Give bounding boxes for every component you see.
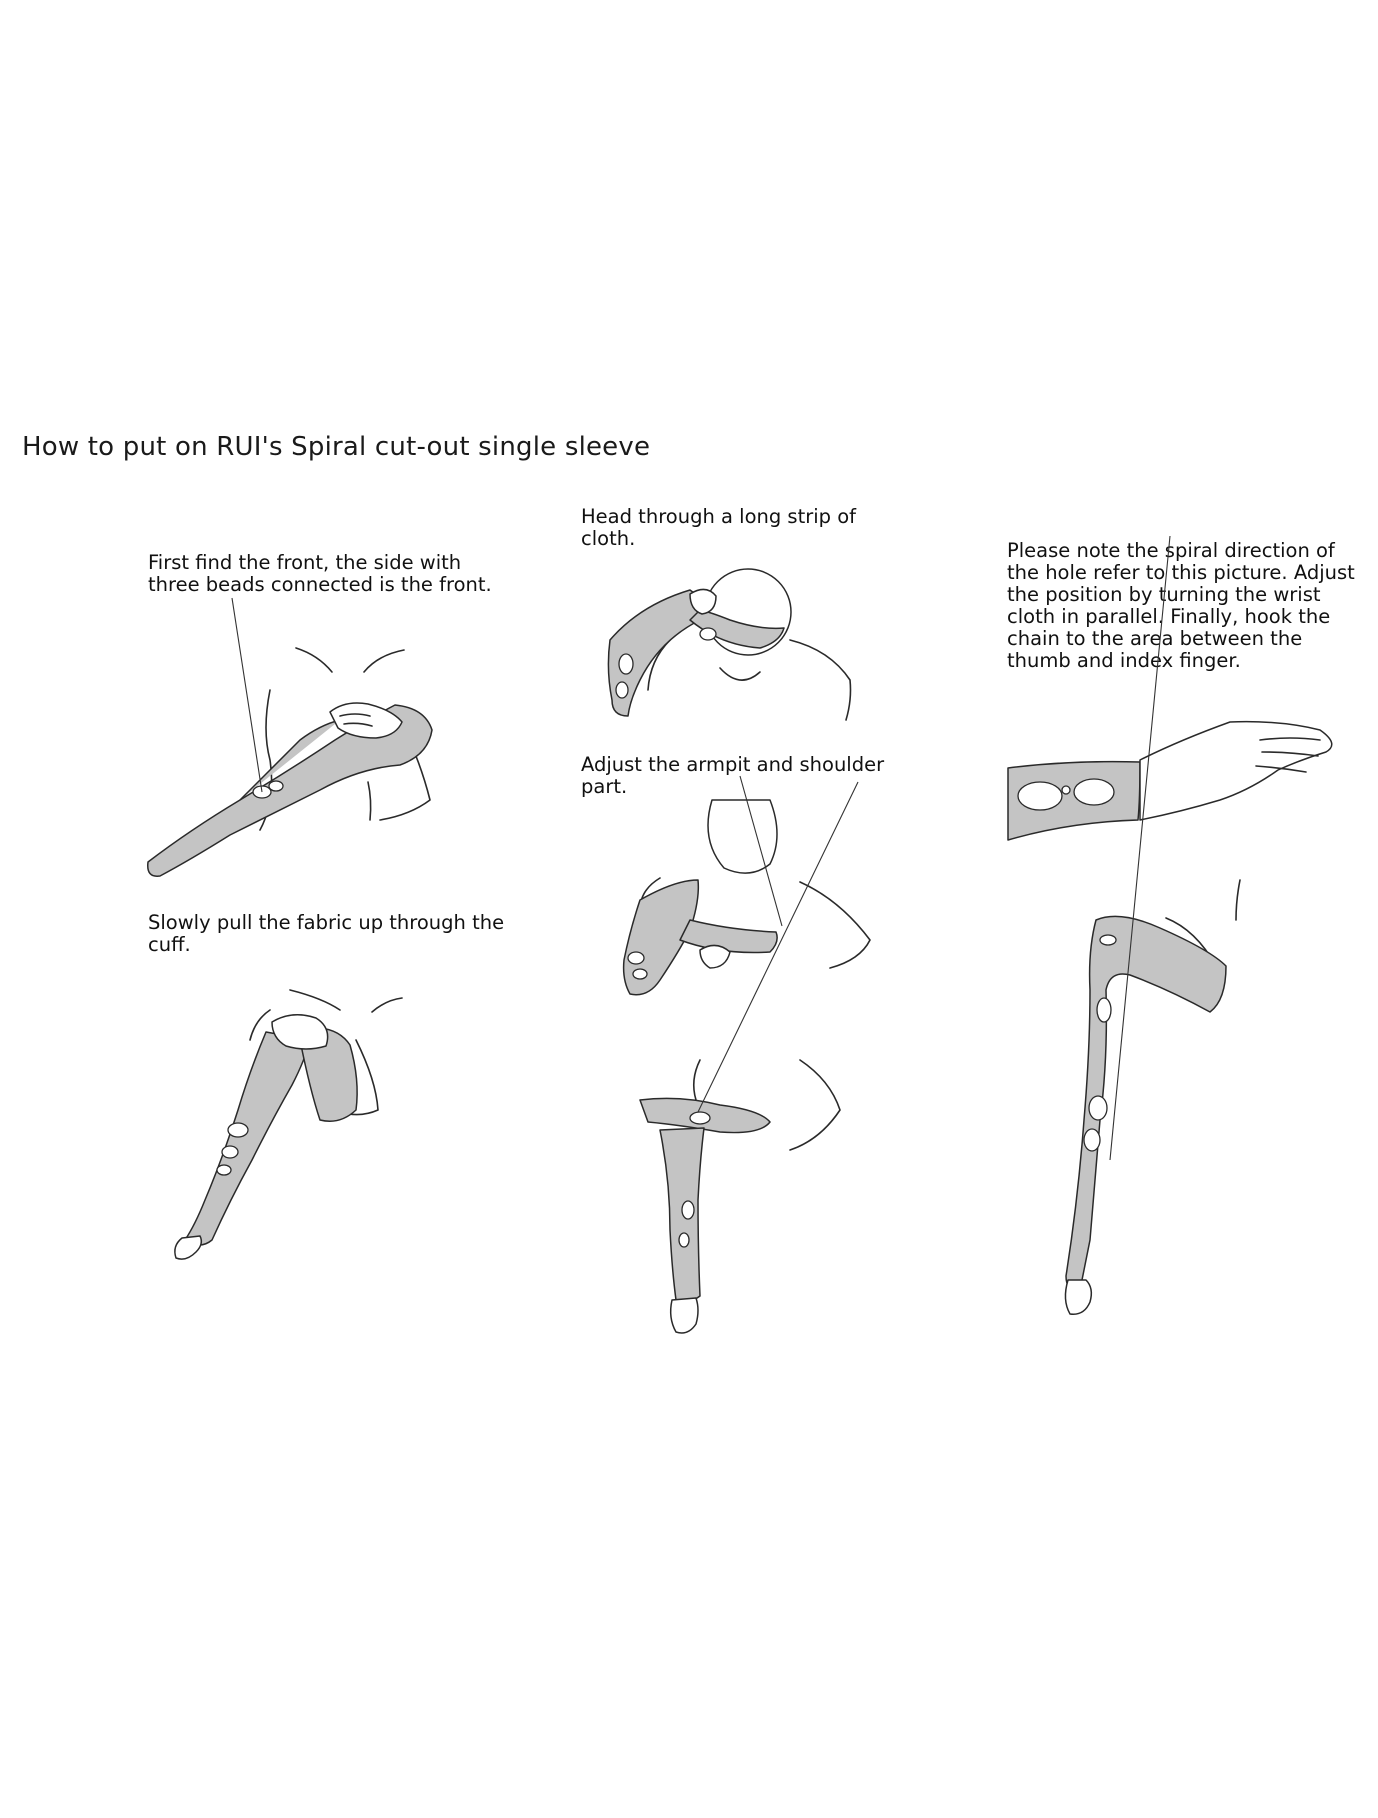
figure-head [608,569,850,720]
figure-spiral [1008,536,1332,1314]
step-caption-pull: Slowly pull the fabric up through the cuff. [148,911,505,956]
page-title: How to put on RUI's Spiral cut-out single sleeve [22,432,651,462]
step-caption-head: Head through a long strip of cloth. [581,505,857,550]
step-caption-front: First find the front, the side with three beads connected is the front. [148,551,492,596]
step-caption-armpit: Adjust the armpit and shoulder part. [581,753,885,798]
figure-pull [175,990,402,1259]
figure-front [148,598,432,876]
figure-armpit [624,776,870,1333]
step-caption-spiral: Please note the spiral direction of the hole refer to this picture. Adjust the position by turning the wrist cloth in parallel. Finally, hook the chain to the area between the thumb and index finger. [1007,539,1355,672]
